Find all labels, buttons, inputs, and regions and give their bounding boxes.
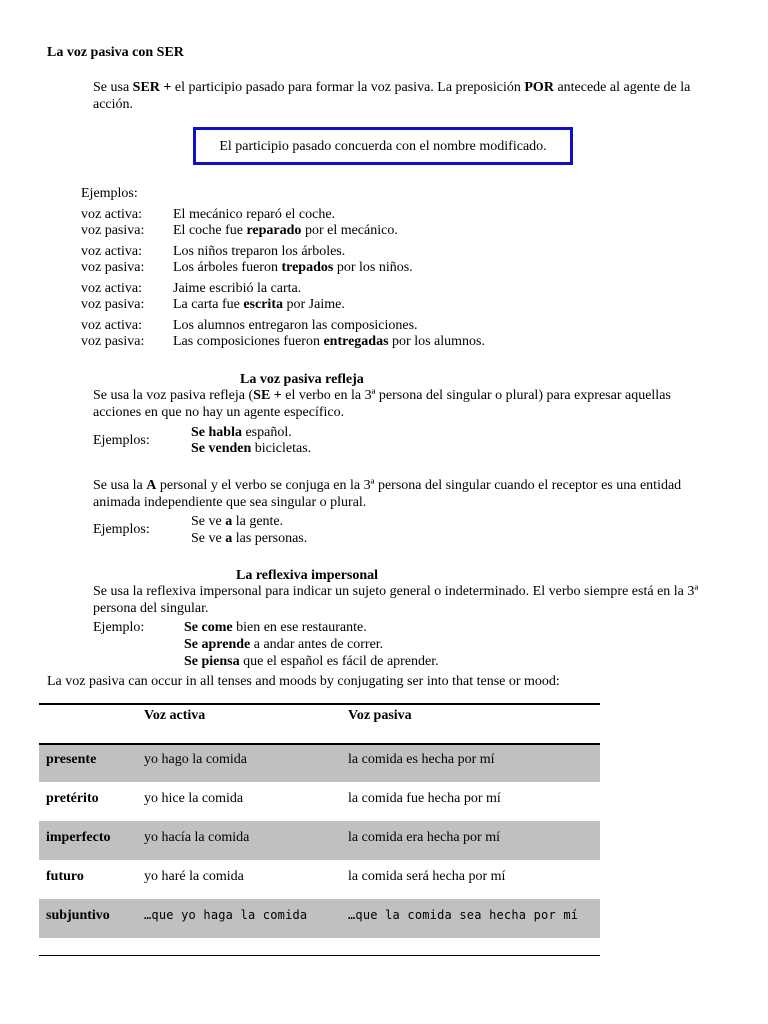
passive-label: voz pasiva: <box>81 223 145 238</box>
highlight-box: El participio pasado concuerda con el nombre modificado. <box>193 127 573 165</box>
examples-label: Ejemplos: <box>81 186 138 201</box>
table-header-row <box>39 703 600 743</box>
active-cell: yo hacía la comida <box>137 821 341 860</box>
active-sentence: Jaime escribió la carta. <box>173 281 302 296</box>
section-heading-impersonal: La reflexiva impersonal <box>236 568 379 583</box>
tense-cell: futuro <box>46 869 84 884</box>
impersonal-example: Se piensa que el español es fácil de aprender. <box>184 654 439 669</box>
passive-cell: la comida es hecha por mí <box>341 743 600 782</box>
personal-a-example: Se ve a las personas. <box>191 531 308 546</box>
refleja-paragraph: Se usa la voz pasiva refleja (SE + el verbo en la 3ª persona del singular o plural) para expresar aquellas acciones en que no hay un agente específico. <box>93 388 671 420</box>
header-cell <box>39 703 137 743</box>
table-row <box>39 743 600 782</box>
table-row <box>39 782 600 821</box>
page-title: La voz pasiva con SER <box>47 45 184 60</box>
passive-label: voz pasiva: <box>81 334 145 349</box>
active-sentence: Los niños treparon los árboles. <box>173 244 346 259</box>
examples-label: Ejemplos: <box>93 522 150 537</box>
active-cell: yo hice la comida <box>144 791 244 806</box>
tenses-intro: La voz pasiva can occur in all tenses and moods by conjugating ser into that tense or mood: <box>47 674 560 689</box>
active-label: voz activa: <box>81 281 143 296</box>
passive-sentence: La carta fue escrita por Jaime. <box>173 297 345 312</box>
passive-sentence: Las composiciones fueron entregadas por los alumnos. <box>173 334 485 349</box>
passive-label: voz pasiva: <box>81 297 145 312</box>
passive-sentence: Los árboles fueron trepados por los niños. <box>173 260 413 275</box>
tense-table <box>39 703 600 938</box>
passive-cell: la comida era hecha por mí <box>341 821 600 860</box>
tense-cell: subjuntivo <box>39 899 137 938</box>
active-label: voz activa: <box>81 244 143 259</box>
impersonal-example: Se aprende a andar antes de correr. <box>184 637 384 652</box>
passive-cell: …que la comida sea hecha por mí <box>341 899 600 938</box>
personal-a-paragraph: Se usa la A personal y el verbo se conjuga en la 3ª persona del singular cuando el receptor es una entidad animada independiente que sea singular o plural. <box>93 478 682 510</box>
header-cell: Voz pasiva <box>348 708 412 723</box>
table-row <box>39 860 600 899</box>
example-pair <box>81 280 345 312</box>
section-heading-refleja: La voz pasiva refleja <box>240 372 364 387</box>
passive-label: voz pasiva: <box>81 260 145 275</box>
active-sentence: El mecánico reparó el coche. <box>173 207 336 222</box>
impersonal-paragraph: Se usa la reflexiva impersonal para indicar un sujeto general o indeterminado. El verbo siempre está en la 3ª persona del singular. <box>93 584 699 616</box>
table-bottom-rule <box>39 955 600 956</box>
table-header-rule <box>39 743 600 745</box>
passive-sentence: El coche fue reparado por el mecánico. <box>173 223 398 238</box>
impersonal-example: Se come bien en ese restaurante. <box>184 620 367 635</box>
tense-cell: pretérito <box>46 791 99 806</box>
refleja-example: Se habla español. <box>191 425 292 440</box>
tense-cell: presente <box>39 743 137 782</box>
example-label: Ejemplo: <box>93 620 145 635</box>
example-pair <box>81 206 398 238</box>
active-cell: yo hago la comida <box>137 743 341 782</box>
active-label: voz activa: <box>81 207 143 222</box>
examples-label: Ejemplos: <box>93 433 150 448</box>
personal-a-example: Se ve a la gente. <box>191 514 284 529</box>
intro-paragraph: Se usa SER + el participio pasado para formar la voz pasiva. La preposición POR antecede al agente de la acción. <box>93 80 691 112</box>
active-label: voz activa: <box>81 318 143 333</box>
active-cell: …que yo haga la comida <box>137 899 341 938</box>
example-pair <box>81 317 485 349</box>
table-row <box>39 821 600 860</box>
table-row <box>39 899 600 938</box>
passive-cell: la comida será hecha por mí <box>348 869 506 884</box>
passive-cell: la comida fue hecha por mí <box>348 791 501 806</box>
active-cell: yo haré la comida <box>144 869 244 884</box>
active-sentence: Los alumnos entregaron las composiciones. <box>173 318 418 333</box>
example-pair <box>81 243 413 275</box>
refleja-example: Se venden bicicletas. <box>191 441 312 456</box>
tense-cell: imperfecto <box>39 821 137 860</box>
header-cell: Voz activa <box>144 708 206 723</box>
